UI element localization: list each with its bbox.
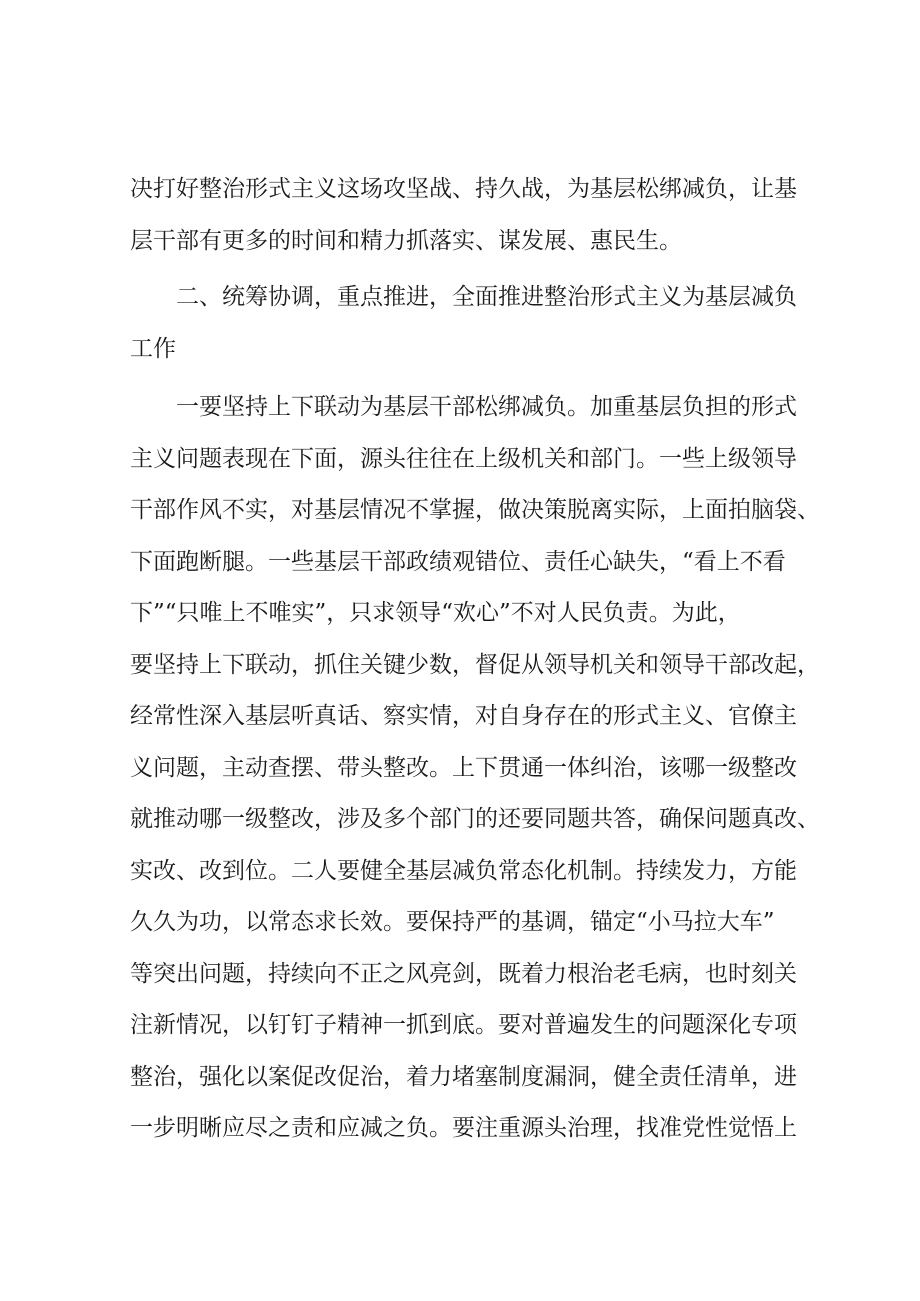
text-line: 注新情况，以钉钉子精神一抓到底。要对普遍发生的问题深化专项 <box>130 1012 797 1038</box>
text-line: 等突出问题，持续向不正之风亮剑，既着力根治老毛病，也时刻关 <box>130 960 797 987</box>
text-line: 经常性深入基层听真话、察实情，对自身存在的形式主义、官僚主 <box>130 703 797 729</box>
text-line: 就推动哪一级整改，涉及多个部门的还要同题共答，确保问题真改、 <box>130 806 820 832</box>
text-line: 主义问题表现在下面，源头往往在上级机关和部门。一些上级领导 <box>130 445 797 472</box>
body-paragraph <box>130 382 820 1155</box>
heading-line: 二、统筹协调，重点推进，全面推进整治形式主义为基层减负 <box>176 284 797 310</box>
text-line: 一要坚持上下联动为基层干部松绑减负。加重基层负担的形式 <box>176 394 797 420</box>
heading-line: 工作 <box>130 335 176 362</box>
text-line: 实改、改到位。二人要健全基层减负常态化机制。持续发力，方能 <box>130 857 797 884</box>
text-line: 一步明晰应尽之责和应减之负。要注重源头治理，找准党性觉悟上 <box>130 1115 797 1141</box>
text-line: 整治，强化以案促改促治，着力堵塞制度漏洞，健全责任清单，进 <box>130 1063 797 1090</box>
text-line: 要坚持上下联动，抓住关键少数，督促从领导机关和领导干部改起， <box>130 651 820 678</box>
text-line: 层干部有更多的时间和精力抓落实、谋发展、惠民生。 <box>130 227 682 254</box>
text-line: 干部作风不实，对基层情况不掌握，做决策脱离实际，上面拍脑袋、 <box>130 497 820 523</box>
text-line: 决打好整治形式主义这场攻坚战、持久战，为基层松绑减负，让基 <box>130 176 797 202</box>
text-line: 久久为功，以常态求长效。要保持严的基调，锚定“小马拉大车” <box>130 909 775 935</box>
paragraph-continuation <box>130 164 800 267</box>
section-heading <box>130 272 800 375</box>
text-line: 义问题，主动查摆、带头整改。上下贯通一体纠治，该哪一级整改 <box>130 754 797 781</box>
text-line: 下面跑断腿。一些基层干部政绩观错位、责任心缺失，“看上不看 <box>130 548 786 575</box>
text-line: 下”“只唯上不唯实”，只求领导“欢心”不对人民负责。为此， <box>130 600 741 626</box>
